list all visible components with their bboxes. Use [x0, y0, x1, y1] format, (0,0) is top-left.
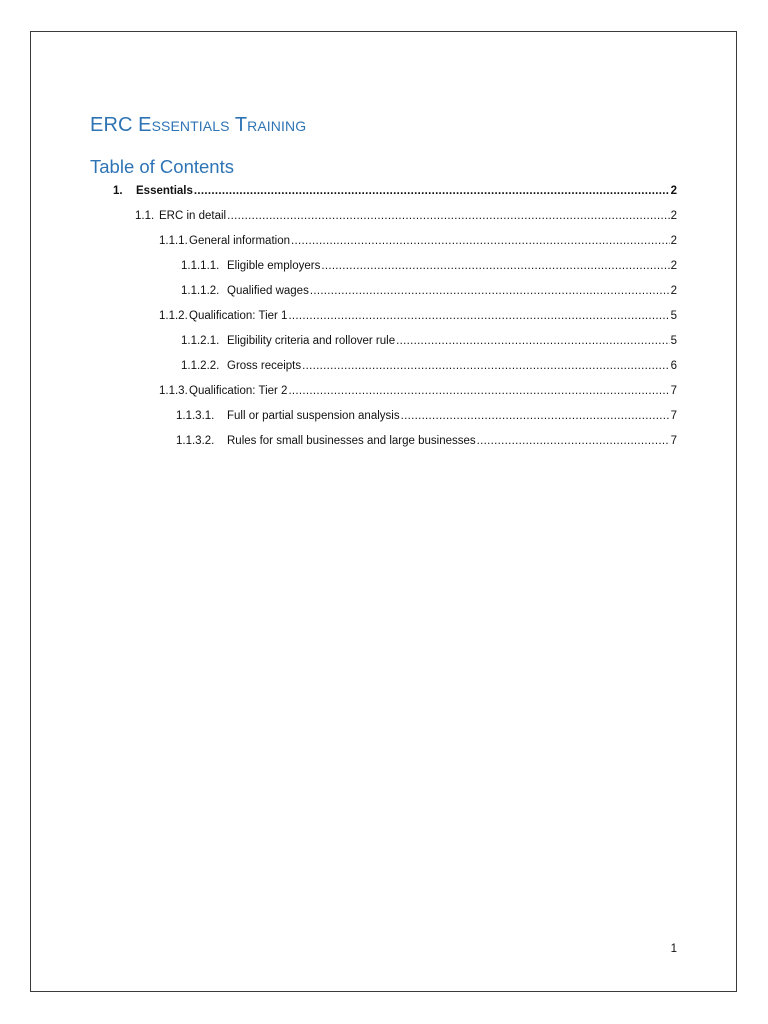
- toc-entry[interactable]: [176, 408, 677, 424]
- toc-dot-leader: [477, 433, 670, 449]
- toc-entry-page: 6: [670, 360, 677, 372]
- toc-entry[interactable]: [181, 258, 677, 274]
- toc-entry[interactable]: [181, 283, 677, 299]
- toc-entry-number: 1.1.2.1.: [181, 335, 220, 347]
- toc-entry-text: ERC in detail: [159, 210, 227, 222]
- page-number: 1: [670, 943, 677, 955]
- toc-entry-number: 1.1.1.2.: [181, 285, 220, 297]
- toc-entry-page: 5: [670, 310, 677, 322]
- toc-entry[interactable]: [159, 383, 677, 399]
- toc-entry-page: 5: [670, 335, 677, 347]
- toc-dot-leader: [310, 283, 670, 299]
- toc-entry-number: 1.1.2.2.: [181, 360, 220, 372]
- toc-entry-number: 1.: [113, 185, 123, 197]
- toc-dot-leader: [401, 408, 670, 424]
- toc-entry-page: 7: [670, 410, 677, 422]
- toc-entry-page: 2: [670, 185, 677, 197]
- toc-entry-page: 2: [670, 285, 677, 297]
- toc-entry-number: 1.1.: [135, 210, 155, 222]
- toc-entry-number: 1.1.2.: [159, 310, 188, 322]
- toc-entry[interactable]: [159, 233, 677, 249]
- toc-entry-text: Eligibility criteria and rollover rule: [227, 335, 396, 347]
- toc-list: [31, 32, 736, 991]
- toc-dot-leader: [396, 333, 670, 349]
- toc-dot-leader: [194, 183, 670, 199]
- toc-entry[interactable]: [176, 433, 677, 449]
- toc-entry[interactable]: [181, 358, 677, 374]
- toc-entry-text: Essentials: [136, 185, 193, 197]
- toc-entry-text: Gross receipts: [227, 360, 302, 372]
- document-title: ERC Essentials Training: [90, 114, 307, 136]
- toc-entry-text: Qualified wages: [227, 285, 309, 297]
- toc-dot-leader: [291, 233, 670, 249]
- toc-entry-text: Eligible employers: [227, 260, 321, 272]
- toc-dot-leader: [227, 208, 669, 224]
- toc-entry[interactable]: [135, 208, 677, 224]
- toc-entry-text: Qualification: Tier 2: [189, 385, 288, 397]
- toc-entry-page: 7: [670, 435, 677, 447]
- toc-entry-page: 2: [670, 235, 677, 247]
- toc-entry[interactable]: [181, 333, 677, 349]
- toc-dot-leader: [288, 308, 669, 324]
- toc-entry-number: 1.1.1.: [159, 235, 188, 247]
- toc-entry-text: General information: [189, 235, 290, 247]
- toc-entry-number: 1.1.3.1.: [176, 410, 215, 422]
- toc-entry[interactable]: [113, 183, 677, 199]
- document-page: [30, 31, 737, 992]
- toc-entry-number: 1.1.1.1.: [181, 260, 220, 272]
- toc-dot-leader: [302, 358, 669, 374]
- toc-entry-number: 1.1.3.: [159, 385, 188, 397]
- toc-dot-leader: [288, 383, 669, 399]
- toc-heading: Table of Contents: [90, 156, 234, 177]
- toc-entry-page: 2: [670, 260, 677, 272]
- toc-entry-text: Full or partial suspension analysis: [227, 410, 400, 422]
- toc-entry-page: 7: [670, 385, 677, 397]
- toc-dot-leader: [321, 258, 669, 274]
- toc-entry-page: 2: [670, 210, 677, 222]
- toc-entry[interactable]: [159, 308, 677, 324]
- toc-entry-text: Qualification: Tier 1: [189, 310, 288, 322]
- toc-entry-number: 1.1.3.2.: [176, 435, 215, 447]
- toc-entry-text: Rules for small businesses and large businesses: [227, 435, 476, 447]
